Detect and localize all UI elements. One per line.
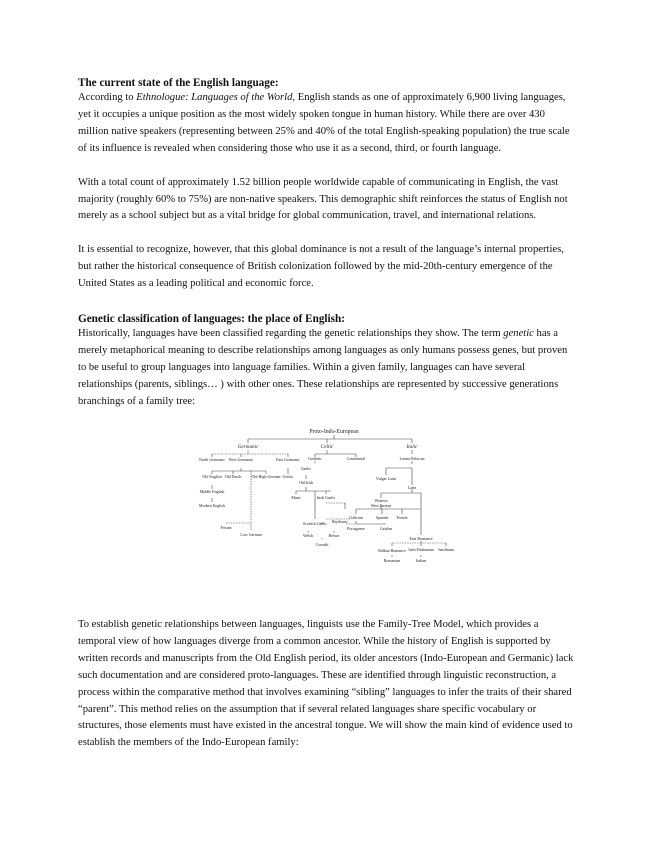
tree-old-high-german: Old High German bbox=[251, 474, 281, 479]
tree-spanish: Spanish bbox=[375, 515, 389, 520]
tree-east-germanic: East Germanic bbox=[276, 457, 300, 462]
paragraph-genetic-pre: Historically, languages have been classified regarding the genetic relationships they show. The term bbox=[78, 328, 504, 340]
tree-portuguese: Portuguese bbox=[347, 526, 365, 531]
tree-catalan: Catalan bbox=[379, 526, 393, 531]
tree-balkan-romance: Balkan Romance bbox=[378, 548, 406, 553]
paragraph-genetic-post: has a merely metaphorical meaning to describe relationships among languages as only humans possess genes, but proven to be useful to group languages into language families. Within a given family, languages can have several relationships (parents, siblings… ) with other ones. These relationships are represented by successive generations branchings of a family tree: bbox=[78, 328, 568, 407]
tree-west-germanic: West Germanic bbox=[228, 457, 254, 462]
tree-romanian: Romanian bbox=[383, 558, 401, 563]
tree-modern-english: Modern English bbox=[199, 503, 225, 508]
document-body-continued bbox=[78, 617, 578, 752]
tree-breton: Breton bbox=[328, 533, 340, 538]
tree-old-english: Old English bbox=[202, 474, 222, 479]
tree-gothic: Gothic bbox=[282, 474, 294, 479]
tree-scottish-gaelic: Scottish Gaelic bbox=[302, 521, 328, 526]
tree-east-romance: East Romance bbox=[409, 536, 433, 541]
tree-north-germanic: North Germanic bbox=[198, 457, 226, 462]
tree-western: Western bbox=[374, 498, 388, 503]
tree-middle-english: Middle English bbox=[199, 489, 225, 494]
tree-sardinian: Sardinian bbox=[438, 547, 454, 552]
paragraph-ethnologue bbox=[78, 90, 578, 158]
tree-celtic: Celtic bbox=[320, 444, 334, 450]
paragraph-global-dominance: It is essential to recognize, however, that this global dominance is not a result of the language’s internal properties, but rather the historical consequence of British colonization followed by the mid-20th-century emergence of the United States as a leading political and economic force. bbox=[78, 244, 564, 290]
tree-french: French bbox=[396, 515, 408, 520]
tree-low-german: Low German bbox=[240, 532, 262, 537]
paragraph-total-count: With a total count of approximately 1.52 billion people worldwide capable of communicating in English, the vast majority (roughly 60% to 75%) are non-native speakers. This demographic shift reinforces the status of English not merely as a school subject but as a vital bridge for global communication, travel, and international relations. bbox=[78, 176, 568, 222]
tree-west-iberian: West Iberian bbox=[370, 503, 392, 508]
paragraph-genetic bbox=[78, 326, 578, 411]
tree-italian: Italian bbox=[415, 558, 427, 563]
paragraph-family-tree-model: To establish genetic relationships between languages, linguists use the Family-Tree Model, which provides a temporal view of how languages diverge from a common ancestor. While the history of English is supported by written records and manuscripts from the Old English period, its older ancestors (Indo-European and Germanic) lack such documentation and are considered proto-languages. These are identified through linguistic reconstruction, a process within the comparative method that involves examining “sibling” languages to infer the traits of their shared “parent”. This method relies on the assumption that if several related languages share specific vocabulary or structures, those elements must have existed in the ancestral tongue. We will show the main kind of evidence used to establish the members of the Indo-European family: bbox=[78, 619, 574, 749]
tree-frisian: Frisian bbox=[220, 525, 232, 530]
tree-brythonic: Brythonic bbox=[332, 519, 348, 524]
section-heading-current-state: The current state of the English language: bbox=[78, 77, 279, 89]
tree-vulgar-latin: Vulgar Latin bbox=[375, 476, 397, 481]
tree-cornish: Cornish bbox=[315, 542, 329, 547]
tree-old-irish: Old Irish bbox=[298, 480, 314, 485]
tree-welsh: Welsh bbox=[303, 533, 313, 538]
family-tree-diagram bbox=[196, 423, 472, 573]
tree-italo-dalmatian: Italo-Dalmatian bbox=[408, 547, 434, 552]
section-heading-genetic-classification: Genetic classification of languages: the place of English: bbox=[78, 313, 345, 326]
tree-continental: Continental bbox=[346, 456, 366, 461]
tree-goidelic: Goidelic bbox=[308, 456, 322, 461]
tree-root: Proto-Indo-European bbox=[309, 429, 359, 435]
family-tree-svg bbox=[196, 423, 472, 573]
paragraph-ethnologue-pre: According to bbox=[78, 92, 137, 103]
document-body bbox=[78, 76, 578, 411]
tree-germanic: Germanic bbox=[237, 444, 259, 450]
tree-galician: Galician bbox=[349, 515, 363, 520]
tree-italic: Italic bbox=[406, 444, 418, 450]
tree-latino-faliscan: Latino-Faliscan bbox=[399, 456, 425, 461]
genetic-term: genetic bbox=[503, 328, 534, 340]
tree-old-dutch: Old Dutch bbox=[224, 474, 242, 479]
paragraph-ethnologue-post: , English stands as one of approximately 6,900 living languages, yet it occupies a unique position as the most widely spoken tongue in human history. While there are over 430 million native speakers (representing between 25% and 40% of the total English-speaking population) the true scale of its influence is revealed when considering those who use it as a second, third, or fourth language. bbox=[78, 92, 570, 154]
tree-irish-gaelic: Irish Gaelic bbox=[316, 495, 336, 500]
tree-gaelic: Gaelic bbox=[300, 466, 312, 471]
ethnologue-title: Ethnologue: Languages of the World bbox=[136, 92, 293, 103]
tree-latin: Latin bbox=[407, 485, 417, 490]
tree-manx: Manx bbox=[291, 495, 301, 500]
